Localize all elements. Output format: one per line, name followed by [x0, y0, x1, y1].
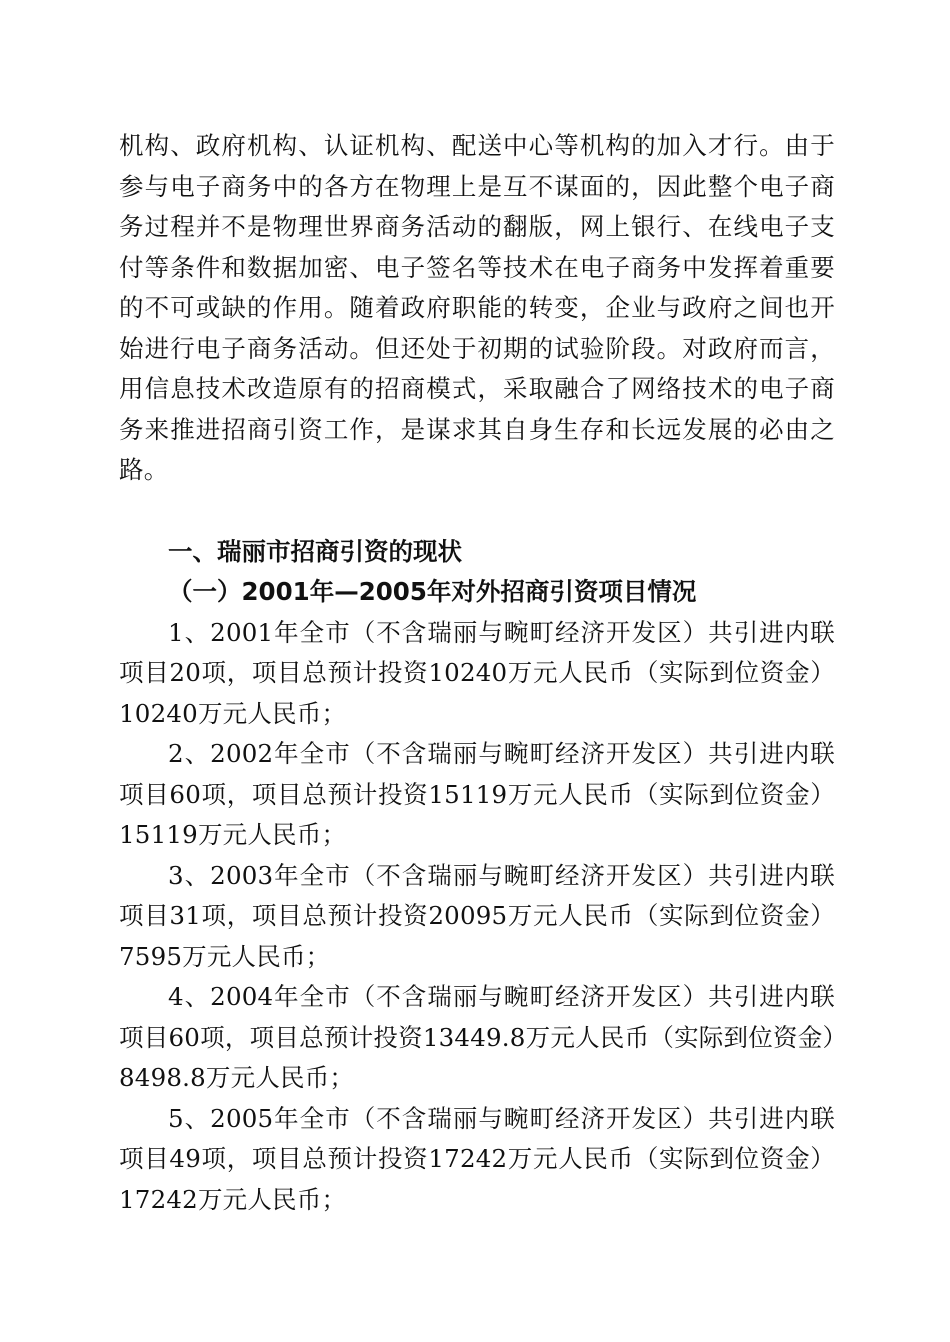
list-item-2004: 4、2004年全市（不含瑞丽与畹町经济开发区）共引进内联项目60项，项目总预计投资13449.8万元人民币（实际到位资金）8498.8万元人民币；: [119, 982, 835, 1092]
list-item-2001: 1、2001年全市（不含瑞丽与畹町经济开发区）共引进内联项目20项，项目总预计投资10240万元人民币（实际到位资金）10240万元人民币；: [119, 617, 835, 728]
list-item-2002: 2、2002年全市（不含瑞丽与畹町经济开发区）共引进内联项目60项，项目总预计投资15119万元人民币（实际到位资金）15119万元人民币；: [119, 739, 835, 849]
document-page: [119, 126, 835, 1220]
list-item-2003: 3、2003年全市（不含瑞丽与畹町经济开发区）共引进内联项目31项，项目总预计投资20095万元人民币（实际到位资金）7595万元人民币；: [119, 860, 835, 971]
section-heading: 一、瑞丽市招商引资的现状: [168, 536, 462, 566]
list-item-2005: 5、2005年全市（不含瑞丽与畹町经济开发区）共引进内联项目49项，项目总预计投资17242万元人民币（实际到位资金）17242万元人民币；: [119, 1103, 835, 1214]
subsection-heading: （一）2001年—2005年对外招商引资项目情况: [168, 577, 697, 606]
intro-paragraph: 机构、政府机构、认证机构、配送中心等机构的加入才行。由于参与电子商务中的各方在物理上是互不谋面的，因此整个电子商务过程并不是物理世界商务活动的翻版，网上银行、在线电子支付等条件和数据加密、电子签名等技术在电子商务中发挥着重要的不可或缺的作用。随着政府职能的转变，企业与政府之间也开始进行电子商务活动。但还处于初期的试验阶段。对政府而言，用信息技术改造原有的招商模式，采取融合了网络技术的电子商务来推进招商引资工作，是谋求其自身生存和长远发展的必由之路。: [119, 131, 835, 484]
paragraph-spacer: [119, 491, 835, 532]
